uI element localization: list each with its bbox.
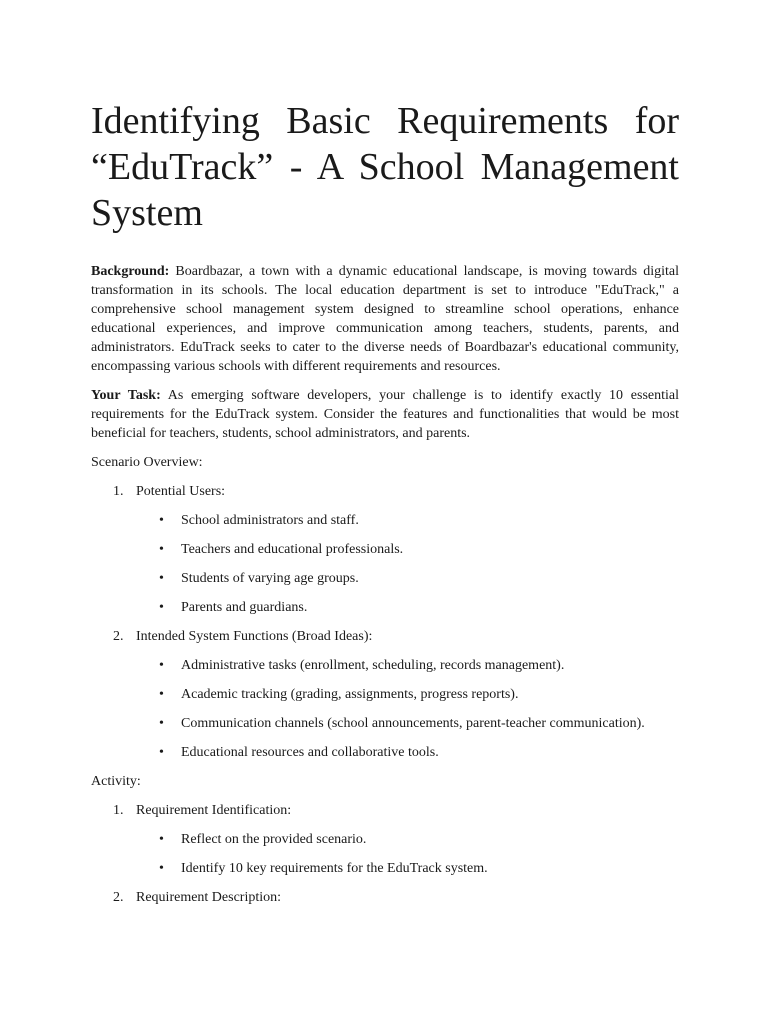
- section-title: Intended System Functions (Broad Ideas):: [136, 629, 373, 644]
- bullet-icon: •: [159, 745, 164, 760]
- scenario-heading: Scenario Overview:: [91, 455, 203, 470]
- task-label: Your Task:: [91, 388, 161, 403]
- list-item: [91, 656, 679, 675]
- list-item-text: Teachers and educational professionals.: [181, 542, 404, 557]
- list-item-text: School administrators and staff.: [181, 513, 359, 528]
- section-title: Potential Users:: [136, 484, 226, 499]
- list-item: [91, 714, 679, 733]
- scenario-section-functions: [91, 627, 679, 646]
- document-page: [91, 98, 679, 917]
- bullet-icon: •: [159, 513, 164, 528]
- bullet-icon: •: [159, 716, 164, 731]
- task-paragraph: [91, 386, 679, 443]
- bullet-icon: •: [159, 542, 164, 557]
- activity-section-description: [91, 888, 679, 907]
- bullet-icon: •: [159, 832, 164, 847]
- list-item: [91, 743, 679, 762]
- background-label: Background:: [91, 264, 170, 279]
- list-item-text: Educational resources and collaborative tools.: [181, 745, 439, 760]
- scenario-section-users: [91, 482, 679, 501]
- list-item: [91, 685, 679, 704]
- list-item: [91, 540, 679, 559]
- activity-heading: Activity:: [91, 774, 141, 789]
- list-item-text: Students of varying age groups.: [181, 571, 359, 586]
- list-item-text: Communication channels (school announcements, parent-teacher communication).: [181, 716, 645, 731]
- background-paragraph: [91, 262, 679, 376]
- section-number: 2.: [113, 890, 124, 905]
- section-number: 1.: [113, 484, 124, 499]
- section-title: Requirement Description:: [136, 890, 282, 905]
- bullet-icon: •: [159, 571, 164, 586]
- bullet-icon: •: [159, 861, 164, 876]
- bullet-icon: •: [159, 687, 164, 702]
- list-item: [91, 569, 679, 588]
- list-item: [91, 859, 679, 878]
- section-number: 1.: [113, 803, 124, 818]
- section-title: Requirement Identification:: [136, 803, 292, 818]
- list-item: [91, 598, 679, 617]
- list-item-text: Parents and guardians.: [181, 600, 308, 615]
- section-number: 2.: [113, 629, 124, 644]
- background-text: Boardbazar, a town with a dynamic educational landscape, is moving towards digital transformation in its schools. The local education department is set to introduce "EduTrack," a comprehensive school management system designed to streamline school operations, enhance educational experiences, and improve communication among teachers, students, parents, and administrators. EduTrack seeks to cater to the diverse needs of Boardbazar's educational community, encompassing various schools with different requirements and resources.: [91, 264, 679, 374]
- document-title: Identifying Basic Requirements for “EduTrack” - A School Management System: [91, 100, 679, 234]
- list-item-text: Academic tracking (grading, assignments, progress reports).: [181, 687, 519, 702]
- bullet-icon: •: [159, 600, 164, 615]
- activity-section-identification: [91, 801, 679, 820]
- task-text: As emerging software developers, your challenge is to identify exactly 10 essential requirements for the EduTrack system. Consider the features and functionalities that would be most beneficial for teachers, students, school administrators, and parents.: [91, 388, 679, 441]
- list-item: [91, 830, 679, 849]
- list-item-text: Identify 10 key requirements for the EduTrack system.: [181, 861, 488, 876]
- list-item: [91, 511, 679, 530]
- list-item-text: Administrative tasks (enrollment, scheduling, records management).: [181, 658, 565, 673]
- list-item-text: Reflect on the provided scenario.: [181, 832, 367, 847]
- bullet-icon: •: [159, 658, 164, 673]
